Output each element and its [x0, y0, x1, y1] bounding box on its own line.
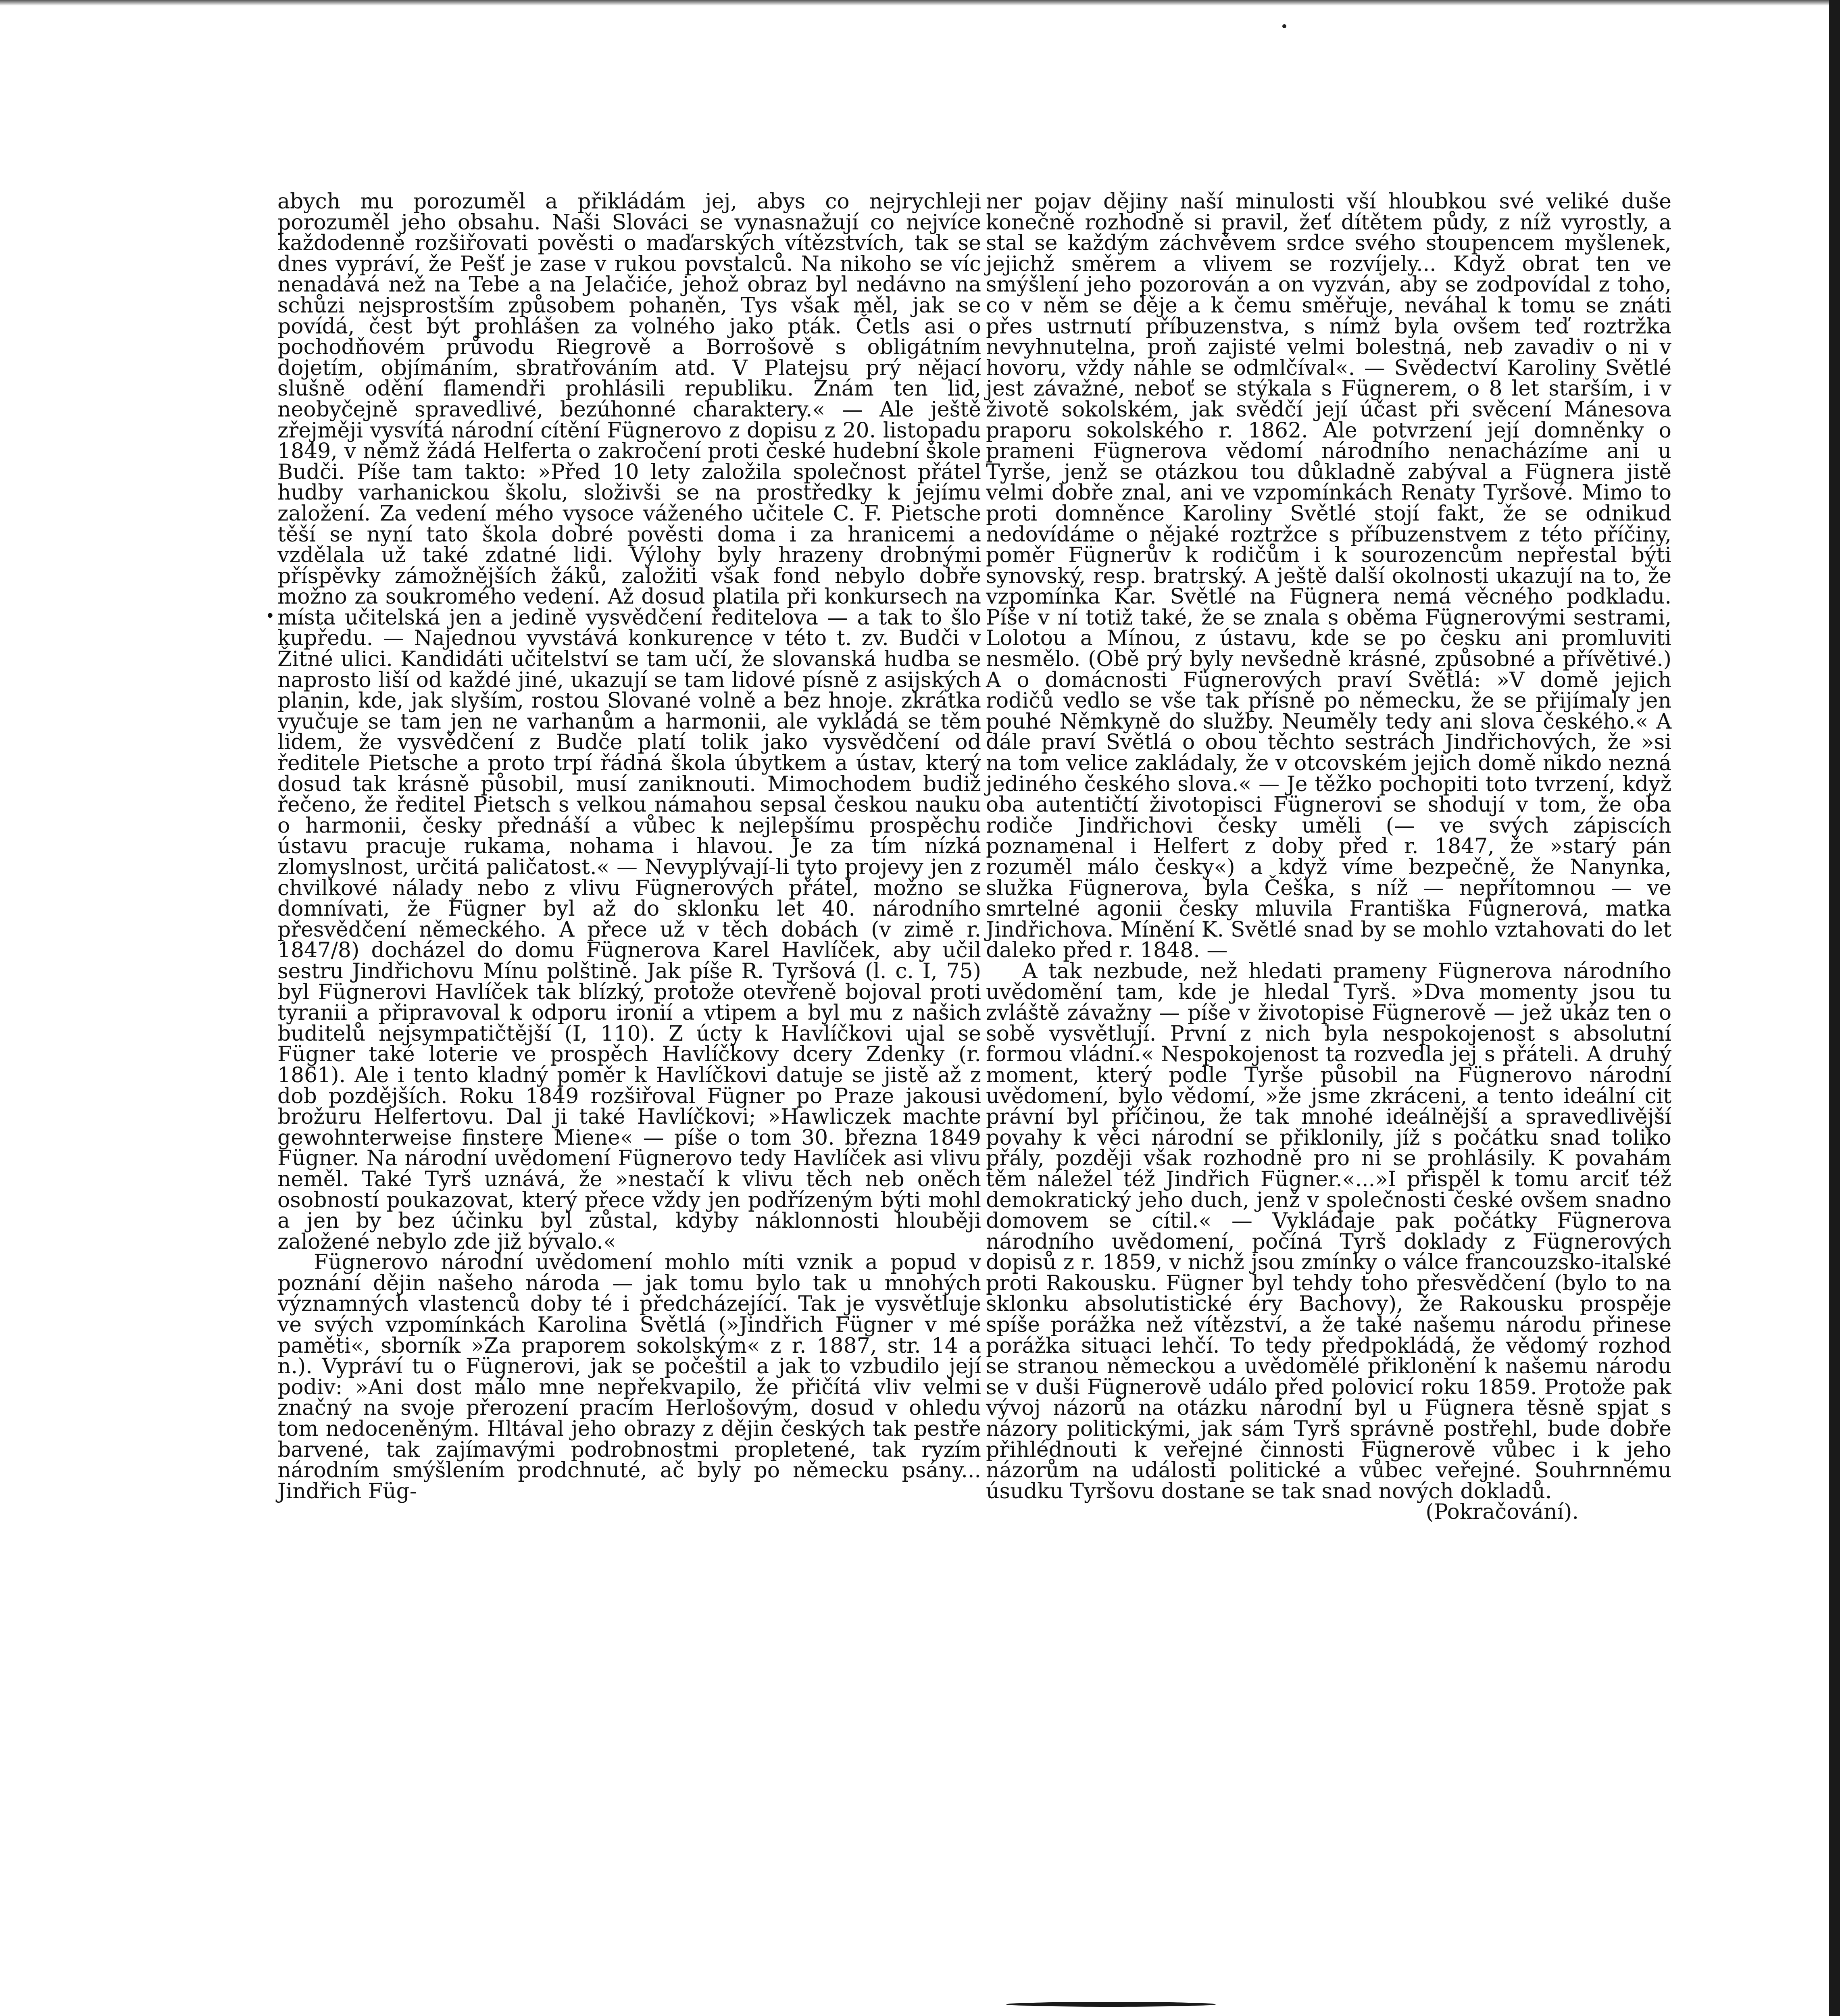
scan-top-edge [0, 0, 1840, 6]
left-column [277, 192, 981, 1502]
left-paragraph-2: Fügnerovo národní uvědomení mohlo míti vznik a popud v poznání dějin našeho národa — jak tomu bylo tak u mnohých významných vlastenců doby té i předcházející. Tak je vysvětluje ve svých vzpomínkách Karolina Světlá (»Jindřich Fügner v mé paměti«, sborník »Za praporem sokolským« z r. 1887, str. 14 a n.). Vypráví tu o Fügnerovi, jak se počeštil a jak to vzbudilo její podiv: »Ani dost málo mne nepřekvapilo, že přičítá vliv velmi značný na svoje přerození pracím Herlošovým, dosud v ohledu tom nedoceněným. Hltával jeho obrazy z dějin českých tak pestře barvené, tak zajímavými podrobnostmi propletené, tak ryzím národním smýšlením prodchnuté, ač byly po německu psány... Jindřich Füg- [277, 1250, 981, 1504]
continuation-note: (Pokračování). [1425, 1500, 1579, 1524]
right-paragraph-1: ner pojav dějiny naší minulosti vší hloubkou své veliké duše konečně rozhodně si pravil, žeť dítětem půdy, z níž vyrostly, a stal se každým záchvěvem srdce svého stoupencem myšlenek, jejichž směrem a vlivem se rozvíjely... Když obrat ten ve smýšlení jeho pozorován a on vyzván, aby se zodpovídal z toho, co v něm se děje a k čemu směřuje, neváhal k tomu se znáti přes ustrnutí příbuzenstva, s nímž byla ovšem teď roztržka nevyhnutelna, proň zajisté velmi bolestná, neb zavadiv o ni v hovoru, vždy náhle se odmlčíval«. — Svědectví Karoliny Světlé jest závažné, neboť se stýkala s Fügnerem, o 8 let starším, i v životě sokolském, jak svědčí její účast při svěcení Mánesova praporu sokolského r. 1862. Ale potvrzení její domněnky o prameni Fügnerova vědomí národního nenacházíme ani u Tyrše, jenž se otázkou tou důkladně zabýval a Fügnera jistě velmi dobře znal, ani ve vzpomínkách Renaty Tyršové. Mimo to proti domněnce Karoliny Světlé stojí fakt, že se odnikud nedovídáme o nějaké roztržce s příbuzenstvem z této příčiny, poměr Fügnerův k rodičům i k sourozencům nepřestal býti synovský, resp. bratrský. A ještě další okolnosti ukazují na to, že vzpomínka Kar. Světlé na Fügnera nemá věcného podkladu. Píše v ní totiž také, že se znala s oběma Fügnerovými sestrami, Lolotou a Mínou, z ústavu, kde se po česku ani promluviti nesmělo. (Obě prý byly nevšedně krásné, způsobné a přívětivé.) A o domácnosti Fügnerových praví Světlá: »V domě jejich rodičů vedlo se vše tak přísně po německu, že se přijímaly jen pouhé Němkyně do služby. Neuměly tedy ani slova českého.« A dále praví Světlá o obou těchto sestrách Jindřichových, že »si na tom velice zakládaly, že v otcovském jejich domě nikdo nezná jediného českého slova.« — Je těžko pochopiti toto tvrzení, když oba autentičtí životopisci Fügnerovi se shodují v tom, že oba rodiče Jindřichovi česky uměli (— ve svých zápiscích poznamenal i Helfert z doby před r. 1847, že »starý pán rozuměl málo česky«) a když víme bezpečně, že Nanynka, služka Fügnerova, byla Češka, s níž — nepřítomnou — ve smrtelné agonii česky mluvila Františka Fügnerová, matka Jindřichova. Mínění K. Světlé snad by se mohlo vztahovati do let daleko před r. 1848. — [986, 190, 1671, 963]
scan-right-edge [1829, 0, 1840, 2016]
scan-speck [1282, 24, 1286, 28]
section-end-rule [1006, 2002, 1216, 2007]
margin-mark: • [265, 607, 275, 625]
right-paragraph-2: A tak nezbude, než hledati prameny Fügnerova národního uvědomění tam, kde je hledal Tyrš. »Dva momenty jsou tu zvláště závažny — píše v životopise Fügnerově — jež ukáz ten o sobě vysvětlují. První z nich byla nespokojenost s absolutní formou vládní.« Nespokojenost ta rozvedla jej s přáteli. A druhý moment, který podle Tyrše působil na Fügnerovo národní uvědomení, bylo vědomí, »že jsme zkráceni, a tento ideální cit právní byl příčinou, že tak mnohé ideálnější a spravedlivější povahy k věci národní se přiklonily, jíž s počátku snad toliko přály, později však rozhodně pro ni se prohlásily. K povahám těm náležel též Jindřich Fügner.«...»I přispěl k tomu arciť též demokratický jeho duch, jenž v společnosti české ovšem snadno domovem se cítil.« — Vykládaje pak počátky Fügnerova národního uvědomení, počíná Tyrš doklady z Fügnerových dopisů z r. 1859, v nichž jsou zmínky o válce francouzsko-italské proti Rakousku. Fügner byl tehdy toho přesvědčení (bylo to na sklonku absolutistické éry Bachovy), že Rakousku prospěje spíše porážka než vítězství, a že také našemu národu přinese porážka situaci lehčí. To tedy předpokládá, že vědomý rozhod se stranou německou a uvědomělé přiklonění k našemu národu se v duši Fügnerově událo před polovicí roku 1859. Protože pak vývoj názorů na otázku národní byl u Fügnera těsně spjat s názory politickými, jak sám Tyrš správně postřehl, bude dobře přihlédnouti k veřejné činnosti Fügnerově vůbec i k jeho názorům na události politické a vůbec veřejné. Souhrnnému úsudku Tyršovu dostane se tak snad nových dokladů. [986, 959, 1671, 1504]
right-column [986, 192, 1671, 1523]
left-paragraph-1: abych mu porozuměl a přikládám jej, abys co nejrychleji porozuměl jeho obsahu. Naši Slováci se vynasnažují co nejvíce každodenně rozšiřovati pověsti o maďarských vítězstvích, tak se dnes vypráví, že Pešť je zase v rukou povstalců. Na nikoho se víc nenadává než na Tebe a na Jelačiće, jehož obraz byl nedávno na schůzi nejsprostším způsobem pohaněn, Tys však měl, jak se povídá, čest být prohlášen za volného jako pták. Četls asi o pochodňovém průvodu Riegrově a Borrošově s obligátním dojetím, objímáním, sbratřováním atd. V Platejsu prý nějací slušně odění flamendři prohlásili republiku. Znám ten lid, neobyčejně spravedlivé, bezúhonné charaktery.« — Ale ještě zřejměji vysvítá národní cítění Fügnerovo z dopisu z 20. listopadu 1849, v němž žádá Helferta o zakročení proti české hudební škole Budči. Píše tam takto: »Před 10 lety založila společnost přátel hudby varhanickou školu, složivši se na prostředky k jejímu založení. Za vedení mého vysoce váženého učitele C. F. Pietsche těší se nyní tato škola dobré pověsti doma i za hranicemi a vzdělala už také zdatné lidi. Výlohy byly hrazeny drobnými příspěvky zámožnějších žáků, založiti však fond nebylo dobře možno za soukromého vedení. Až dosud platila při konkursech na místa učitelská jen a jedině vysvědčení ředitelova — a tak to šlo kupředu. — Najednou vyvstává konkurence v této t. zv. Budči v Žitné ulici. Kandidáti učitelství se tam učí, že slovanská hudba se naprosto liší od každé jiné, ukazují se tam lidové písně z asijských planin, kde, jak slyším, rostou Slované volně a bez hnoje. zkrátka vyučuje se tam jen ne varhanům a harmonii, ale vykládá se těm lidem, že vysvědčení z Budče platí tolik jako vysvědčení od ředitele Pietsche a proto trpí řádná škola úbytkem a ústav, který dosud tak krásně působil, musí zaniknouti. Mimochodem budiž řečeno, že ředitel Pietsch s velkou námahou sepsal českou nauku o harmonii, česky přednáší a vůbec k nejlepšímu prospěchu ústavu pracuje rukama, nohama i hlavou. Je za tím nízká zlomyslnost, určitá paličatost.« — Nevyplývají-li tyto projevy jen z chvilkové nálady nebo z vlivu Fügnerových přátel, možno se domnívati, že Fügner byl až do sklonku let 40. národního přesvědčení německého. A přece už v těch dobách (v zimě r. 1847/8) docházel do domu Fügnerova Karel Havlíček, aby učil sestru Jindřichovu Mínu polštině. Jak píše R. Tyršová (l. c. I, 75) byl Fügnerovi Havlíček tak blízký, protože otevřeně bojoval proti tyranii a připravoval k odporu ironií a vtipem a byl mu z našich buditelů nejsympatičtější (I, 110). Z úcty k Havlíčkovi ujal se Fügner také loterie ve prospěch Havlíčkovy dcery Zdenky (r. 1861). Ale i tento kladný poměr k Havlíčkovi datuje se jistě až z dob pozdějších. Roku 1849 rozšiřoval Fügner po Praze jakousi brožuru Helfertovu. Dal ji také Havlíčkovi; »Hawliczek machte gewohnterweise finstere Miene« — píše o tom 30. března 1849 Fügner. Na národní uvědomení Fügnerovo tedy Havlíček asi vlivu neměl. Také Tyrš uznává, že »nestačí k vlivu těch neb oněch osobností poukazovat, který přece vždy jen podřízeným býti mohl a jen by bez účinku byl zůstal, kdyby náklonnosti hlouběji založené nebylo zde již bývalo.« [277, 190, 981, 1254]
